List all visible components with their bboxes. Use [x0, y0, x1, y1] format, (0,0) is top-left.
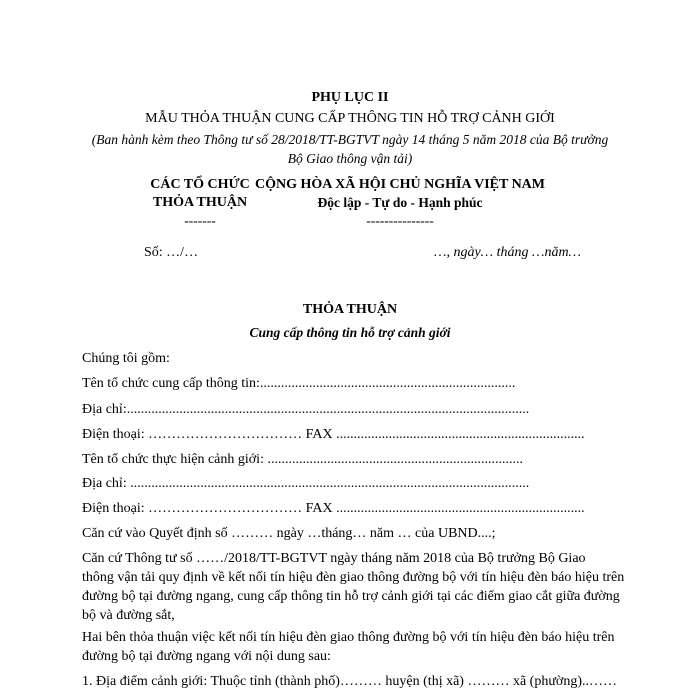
basis-circular-line1: Căn cứ Thông tư số ……/2018/TT-BGTVT ngày tháng năm 2018 của Bộ trưởng Bộ Giao	[82, 551, 586, 566]
provider-name-line: Tên tổ chức cung cấp thông tin:.........................................................................	[82, 376, 516, 391]
intro-line: Chúng tôi gồm:	[82, 351, 170, 366]
appendix-label: PHỤ LỤC II	[311, 90, 389, 105]
basis-circular-line3: đường bộ tại đường ngang, cung cấp thông tin hỗ trợ cảnh giới tại các điểm giao cắt giữa đường	[82, 589, 620, 604]
executor-phone-line: Điện thoại: …………………………… FAX .......................................................................	[82, 501, 585, 516]
appendix-subtitle-line1: (Ban hành kèm theo Thông tư số 28/2018/TT-BGTVT ngày 14 tháng 5 năm 2018 của Bộ trưởng	[91, 132, 609, 147]
basis-circular-line4: bộ và đường sắt,	[82, 608, 175, 623]
item1-line: 1. Địa điểm cảnh giới: Thuộc tỉnh (thành phố)……… huyện (thị xã) ……… xã (phường)..……	[82, 674, 617, 689]
issuer-rule: -------	[184, 213, 216, 228]
agreement-line2: đường bộ tại đường ngang với nội dung sau:	[82, 649, 331, 664]
document-date: …, ngày… tháng …năm…	[434, 245, 582, 260]
national-title: CỘNG HÒA XÃ HỘI CHỦ NGHĨA VIỆT NAM	[254, 177, 545, 192]
provider-address-line: Địa chỉ:...................................................................................................................	[82, 402, 530, 417]
executor-address-line: Địa chỉ: ..................................................................................................................	[82, 476, 530, 491]
agreement-title: THỎA THUẬN	[302, 302, 398, 317]
basis-decision-line: Căn cứ vào Quyết định số ……… ngày …tháng… năm … của UBND....;	[82, 526, 496, 541]
issuer-line2: THỎA THUẬN	[152, 195, 248, 210]
issuer-line1: CÁC TỔ CHỨC	[150, 177, 250, 192]
agreement-line1: Hai bên thỏa thuận việc kết nối tín hiệu đèn giao thông đường bộ với tín hiệu đèn báo hiệu trên	[82, 630, 615, 645]
national-motto: Độc lập - Tự do - Hạnh phúc	[317, 195, 483, 210]
national-rule: ---------------	[366, 213, 434, 228]
appendix-subtitle-line2: Bộ Giao thông vận tải)	[287, 151, 413, 166]
executor-name-line: Tên tổ chức thực hiện cảnh giới: .........................................................................	[82, 452, 523, 467]
basis-circular-line2: thông vận tải quy định về kết nối tín hiệu đèn giao thông đường bộ với tín hiệu đèn báo hiệu trên	[82, 570, 625, 585]
document-number: Số: …/…	[144, 245, 199, 260]
appendix-title: MẪU THỎA THUẬN CUNG CẤP THÔNG TIN HỖ TRỢ CẢNH GIỚI	[145, 111, 555, 126]
agreement-subtitle: Cung cấp thông tin hỗ trợ cảnh giới	[249, 325, 451, 340]
provider-phone-line: Điện thoại: …………………………… FAX .......................................................................	[82, 427, 585, 442]
